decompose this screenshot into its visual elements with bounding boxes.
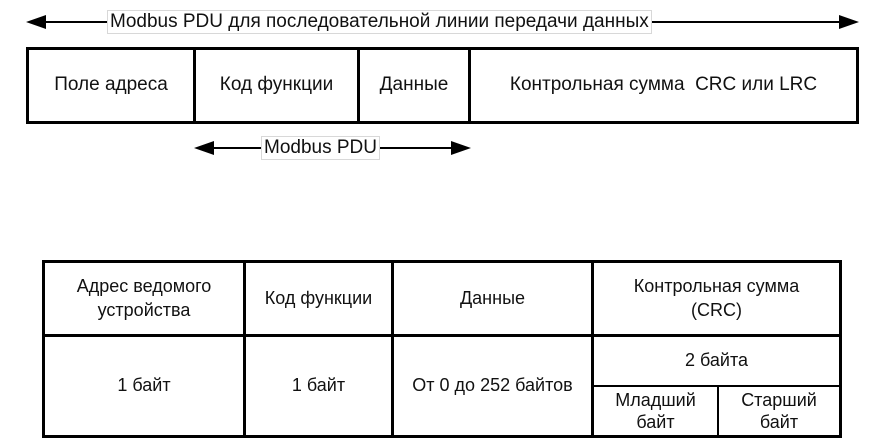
size-slave-address: 1 байт — [42, 334, 246, 438]
field-address: Поле адреса — [26, 47, 196, 124]
header-slave-address: Адрес ведомого устройства — [42, 260, 246, 337]
header-data: Данные — [391, 260, 594, 337]
crc-low-byte: Младший байт — [591, 385, 719, 438]
pdu-label: Modbus PDU — [261, 136, 380, 160]
size-data: От 0 до 252 байтов — [391, 334, 594, 438]
field-data: Данные — [357, 47, 471, 124]
frame-title: Modbus PDU для последовательной линии передачи данных — [107, 10, 652, 34]
field-checksum: Контрольная сумма CRC или LRC — [468, 47, 859, 124]
size-crc: 2 байта — [591, 334, 842, 387]
field-function-code: Код функции — [193, 47, 360, 124]
size-function-code: 1 байт — [243, 334, 394, 438]
header-function-code: Код функции — [243, 260, 394, 337]
header-crc: Контрольная сумма (CRC) — [591, 260, 842, 337]
crc-high-byte: Старший байт — [717, 385, 842, 438]
